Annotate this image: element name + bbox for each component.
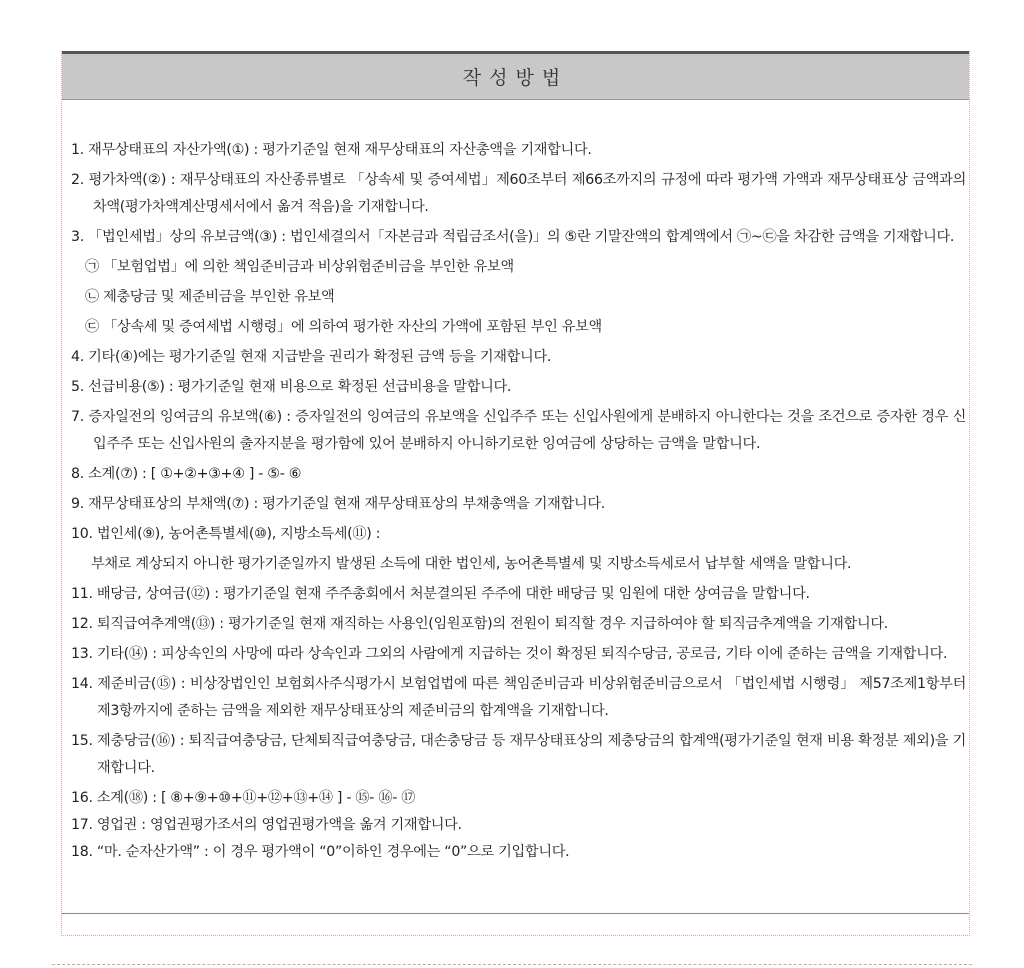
- instruction-item-12: 12. 퇴직급여추계액(⑬) : 평가기준일 현재 재직하는 사용인(임원포함)의 전원이 퇴직할 경우 지급하여야 할 퇴직금추계액을 기재합니다.: [71, 616, 888, 632]
- instruction-item-9: 9. 재무상태표상의 부채액(⑦) : 평가기준일 현재 재무상태표상의 부채총액을 기재합니다.: [71, 496, 605, 512]
- instruction-item-2: 2. 평가차액(②) : 재무상태표의 자산종류별로 「상속세 및 증여세법」제60조부터 제66조까지의 규정에 따라 평가액 가액과 재무상태표상 금액과의 차액(평가차액계산명세서에서 옮겨 적음)을 기재합니다.: [71, 172, 966, 215]
- instruction-item-17: 17. 영업권 : 영업권평가조서의 영업권평가액을 옮겨 기재합니다.: [71, 817, 462, 833]
- instruction-subitem-b: ㉡ 제충당금 및 제준비금을 부인한 유보액: [85, 289, 335, 305]
- instruction-item-5: 5. 선급비용(⑤) : 평가기준일 현재 비용으로 확정된 선급비용을 말합니다.: [71, 379, 512, 395]
- header-bar: [62, 51, 969, 100]
- page-title: 작성방법: [462, 67, 569, 89]
- instruction-item-18: 18. “마. 순자산가액” : 이 경우 평가액이 “0”이하인 경우에는 “0”으로 기입합니다.: [71, 844, 570, 860]
- instruction-subitem-a: ㉠ 「보험업법」에 의한 책임준비금과 비상위험준비금을 부인한 유보액: [85, 259, 514, 275]
- instruction-item-3: 3. 「법인세법」상의 유보금액(③) : 법인세결의서「자본금과 적립금조서(을)」의 ⑤란 기말잔액의 합계액에서 ㉠~㉢을 차감한 금액을 기재합니다.: [71, 229, 955, 245]
- instruction-item-11: 11. 배당금, 상여금(⑫) : 평가기준일 현재 주주총회에서 처분결의된 주주에 대한 배당금 및 임원에 대한 상여금을 말합니다.: [71, 586, 810, 602]
- instruction-item-7: 7. 증자일전의 잉여금의 유보액(⑥) : 증자일전의 잉여금의 유보액을 신입주주 또는 신입사원에게 분배하지 아니한다는 것을 조건으로 증자한 경우 신입주주 또는 신입사원의 출자지분을 평가함에 있어 분배하지 아니하기로한 잉여금에 상당하는 금액을 말합니다.: [71, 409, 966, 452]
- instruction-item-10-detail: 부채로 계상되지 아니한 평가기준일까지 발생된 소득에 대한 법인세, 농어촌특별세 및 지방소득세로서 납부할 세액을 말합니다.: [91, 556, 852, 572]
- instruction-item-8: 8. 소계(⑦) : [ ①+②+③+④ ] - ⑤- ⑥: [71, 466, 302, 482]
- instruction-item-1: 1. 재무상태표의 자산가액(①) : 평가기준일 현재 재무상태표의 자산총액을 기재합니다.: [71, 142, 592, 158]
- instruction-item-13: 13. 기타(⑭) : 피상속인의 사망에 따라 상속인과 그외의 사람에게 지급하는 것이 확정된 퇴직수당금, 공로금, 기타 이에 준하는 금액을 기재합니다.: [71, 646, 948, 662]
- instruction-item-14: 14. 제준비금(⑮) : 비상장법인인 보험회사주식평가시 보험업법에 따른 책임준비금과 비상위험준비금으로서 「법인세법 시행령」 제57조제1항부터 제3항까지에 준하는 금액을 제외한 재무상태표상의 제준비금의 합계액을 기재합니다.: [71, 676, 966, 719]
- instruction-item-4: 4. 기타(④)에는 평가기준일 현재 지급받을 권리가 확정된 금액 등을 기재합니다.: [71, 349, 552, 365]
- instructions-body: [71, 137, 966, 866]
- bottom-divider: [62, 913, 969, 914]
- instruction-item-10: 10. 법인세(⑨), 농어촌특별세(⑩), 지방소득세(⑪) :: [71, 526, 381, 542]
- page-separator: [52, 964, 972, 965]
- instruction-item-16: 16. 소계(⑱) : [ ⑧+⑨+⑩+⑪+⑫+⑬+⑭ ] - ⑮- ⑯- ⑰: [71, 790, 416, 806]
- instruction-subitem-c: ㉢ 「상속세 및 증여세법 시행령」에 의하여 평가한 자산의 가액에 포함된 부인 유보액: [85, 319, 602, 335]
- document-frame: [61, 51, 970, 936]
- instruction-item-15: 15. 제충당금(⑯) : 퇴직급여충당금, 단체퇴직급여충당금, 대손충당금 등 재무상태표상의 제충당금의 합계액(평가기준일 현재 비용 확정분 제외)을 기재합니다.: [71, 733, 966, 776]
